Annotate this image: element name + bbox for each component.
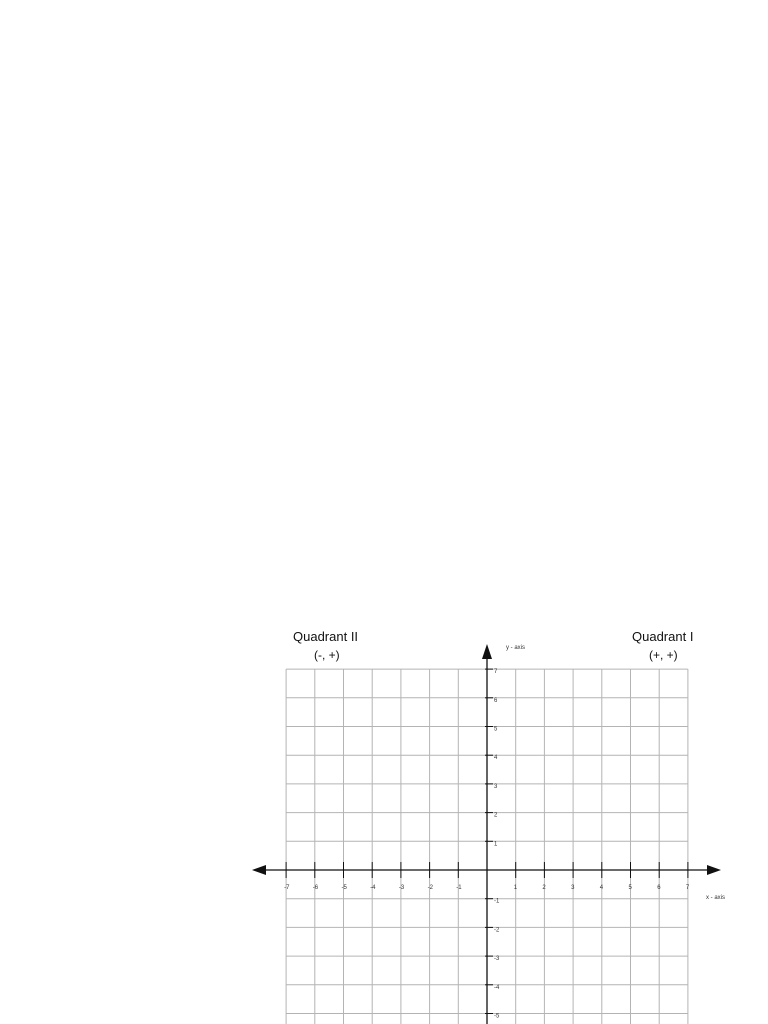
- quadrant-i-title: Quadrant I: [632, 629, 694, 644]
- y-axis-up-arrow-icon: [482, 644, 492, 659]
- y-tick-label: -4: [494, 984, 500, 991]
- x-tick-label: -3: [398, 885, 405, 891]
- y-tick-label: 3: [494, 783, 498, 790]
- y-tick-label: 5: [494, 726, 498, 733]
- x-tick-label: -5: [341, 885, 347, 891]
- y-tick-label: -3: [494, 956, 500, 963]
- y-tick-label: 7: [494, 669, 498, 676]
- x-tick-label: -6: [312, 885, 319, 891]
- x-tick-label: 3: [571, 885, 575, 891]
- x-tick-label: -1: [456, 885, 462, 891]
- x-axis-right-arrow-icon: [707, 865, 721, 875]
- y-tick-label: -1: [494, 898, 500, 905]
- y-tick-label: -2: [494, 927, 500, 934]
- axes: [252, 644, 721, 1024]
- quadrant-ii-signs: (-, +): [314, 648, 340, 662]
- x-tick-label: 6: [657, 885, 661, 891]
- x-tick-label: -2: [427, 885, 433, 891]
- x-tick-label: -7: [284, 885, 290, 891]
- quadrant-ii-title: Quadrant II: [293, 629, 359, 644]
- x-axis-title: x - axis: [706, 895, 726, 901]
- x-tick-label: 5: [628, 885, 632, 891]
- y-axis-title: y - axis: [506, 645, 526, 651]
- x-axis-left-arrow-icon: [252, 865, 266, 875]
- y-tick-label: -5: [494, 1013, 500, 1020]
- x-tick-label: -4: [370, 885, 376, 891]
- quadrant-i-signs: (+, +): [649, 648, 678, 662]
- x-tick-label: 2: [542, 885, 546, 891]
- x-tick-label: 7: [685, 885, 690, 891]
- y-tick-label: 6: [494, 697, 498, 704]
- x-tick-label: 4: [599, 885, 604, 891]
- y-tick-label: 4: [494, 755, 498, 762]
- x-tick-label: 1: [513, 885, 518, 891]
- y-tick-label: 1: [494, 841, 498, 848]
- y-tick-label: 2: [494, 812, 498, 819]
